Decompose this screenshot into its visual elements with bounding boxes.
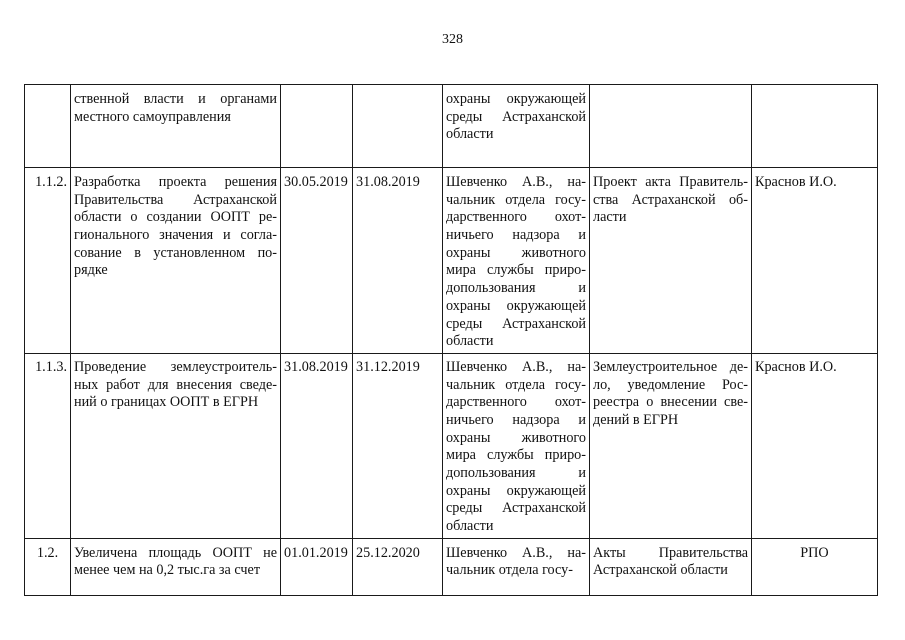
responsible-line: допользования и: [446, 465, 586, 481]
responsible-cell: [443, 538, 590, 595]
action-cell: [71, 353, 281, 538]
page-number: 328: [442, 32, 463, 47]
result-cell: [590, 168, 752, 354]
result-line: реестра о внесении све-: [593, 394, 748, 411]
result-line: Проект акта Правитель-: [593, 174, 748, 190]
result-line: дений в ЕГРН: [593, 411, 679, 428]
row-number-cell: [25, 85, 71, 168]
end-date-cell: [353, 85, 443, 168]
responsible-line: дарственного охот-: [446, 209, 586, 226]
end-date-cell: 31.08.2019: [353, 168, 443, 354]
action-line: сование в установленном по-: [74, 244, 277, 261]
action-line: Разработка проекта решения: [74, 174, 277, 190]
responsible-line: охраны животного: [446, 429, 586, 446]
action-line: рядке: [74, 262, 108, 279]
action-line: ственной власти и органами: [74, 91, 277, 107]
action-line: области о создании ООПТ ре-: [74, 209, 277, 226]
responsible-line: области: [446, 126, 494, 143]
responsible-cell: [443, 168, 590, 354]
curator-cell: [752, 85, 878, 168]
row-number-cell: 1.1.2.: [25, 168, 71, 354]
result-cell: [590, 85, 752, 168]
result-line: ства Астраханской об-: [593, 191, 748, 208]
responsible-line: охраны окружающей: [446, 482, 586, 499]
action-line: Увеличена площадь ООПТ не: [74, 544, 277, 561]
action-cell: [71, 538, 281, 595]
responsible-line: Шевченко А.В., на-: [446, 174, 586, 190]
result-line: ло, уведомление Рос-: [593, 376, 748, 393]
responsible-line: охраны животного: [446, 244, 586, 261]
responsible-line: Шевченко А.В., на-: [446, 544, 586, 561]
result-line: ласти: [593, 209, 627, 226]
end-date-cell: 25.12.2020: [353, 538, 443, 595]
table-row-1-1-2: [25, 168, 878, 354]
action-cell: [71, 168, 281, 354]
curator-cell: РПО: [752, 538, 878, 595]
start-date-cell: 01.01.2019: [281, 538, 353, 595]
start-date-cell: 30.05.2019: [281, 168, 353, 354]
responsible-line: области: [446, 518, 494, 535]
responsible-line: чальник отдела госу-: [446, 191, 586, 208]
result-line: Землеустроительное де-: [593, 358, 748, 375]
plan-table: [24, 84, 878, 596]
responsible-line: чальник отдела госу-: [446, 562, 573, 579]
responsible-line: допользования и: [446, 280, 586, 297]
action-line: Правительства Астраханской: [74, 191, 277, 208]
responsible-line: области: [446, 333, 494, 350]
responsible-line: охраны окружающей: [446, 91, 586, 107]
responsible-cell: [443, 353, 590, 538]
start-date-cell: 31.08.2019: [281, 353, 353, 538]
action-line: ных работ для внесения сведе-: [74, 376, 277, 393]
responsible-cell: [443, 85, 590, 168]
start-date-cell: [281, 85, 353, 168]
responsible-line: Шевченко А.В., на-: [446, 358, 586, 375]
responsible-line: среды Астраханской: [446, 108, 586, 125]
row-number-cell: 1.1.3.: [25, 353, 71, 538]
result-line: Астраханской области: [593, 562, 728, 579]
responsible-line: ничьего надзора и: [446, 227, 586, 244]
action-line: ний о границах ООПТ в ЕГРН: [74, 394, 259, 411]
responsible-line: дарственного охот-: [446, 394, 586, 411]
responsible-line: мира службы приро-: [446, 447, 586, 464]
responsible-line: ничьего надзора и: [446, 411, 586, 428]
responsible-line: чальник отдела госу-: [446, 376, 586, 393]
end-date-cell: 31.12.2019: [353, 353, 443, 538]
table-row-1-2: [25, 538, 878, 595]
row-number-cell: 1.2.: [25, 538, 71, 595]
responsible-line: мира службы приро-: [446, 262, 586, 279]
responsible-line: среды Астраханской: [446, 500, 586, 517]
table-row-1-1-3: [25, 353, 878, 538]
result-line: Акты Правительства: [593, 544, 748, 561]
table-row-continuation: [25, 85, 878, 168]
action-line: Проведение землеустроитель-: [74, 358, 277, 375]
action-cell: [71, 85, 281, 168]
responsible-line: охраны окружающей: [446, 297, 586, 314]
curator-cell: Краснов И.О.: [752, 353, 878, 538]
result-cell: [590, 353, 752, 538]
result-cell: [590, 538, 752, 595]
action-line: местного самоуправления: [74, 108, 231, 125]
action-line: гионального значения и согла-: [74, 227, 277, 244]
curator-cell: Краснов И.О.: [752, 168, 878, 354]
responsible-line: среды Астраханской: [446, 315, 586, 332]
action-line: менее чем на 0,2 тыс.га за счет: [74, 562, 261, 579]
